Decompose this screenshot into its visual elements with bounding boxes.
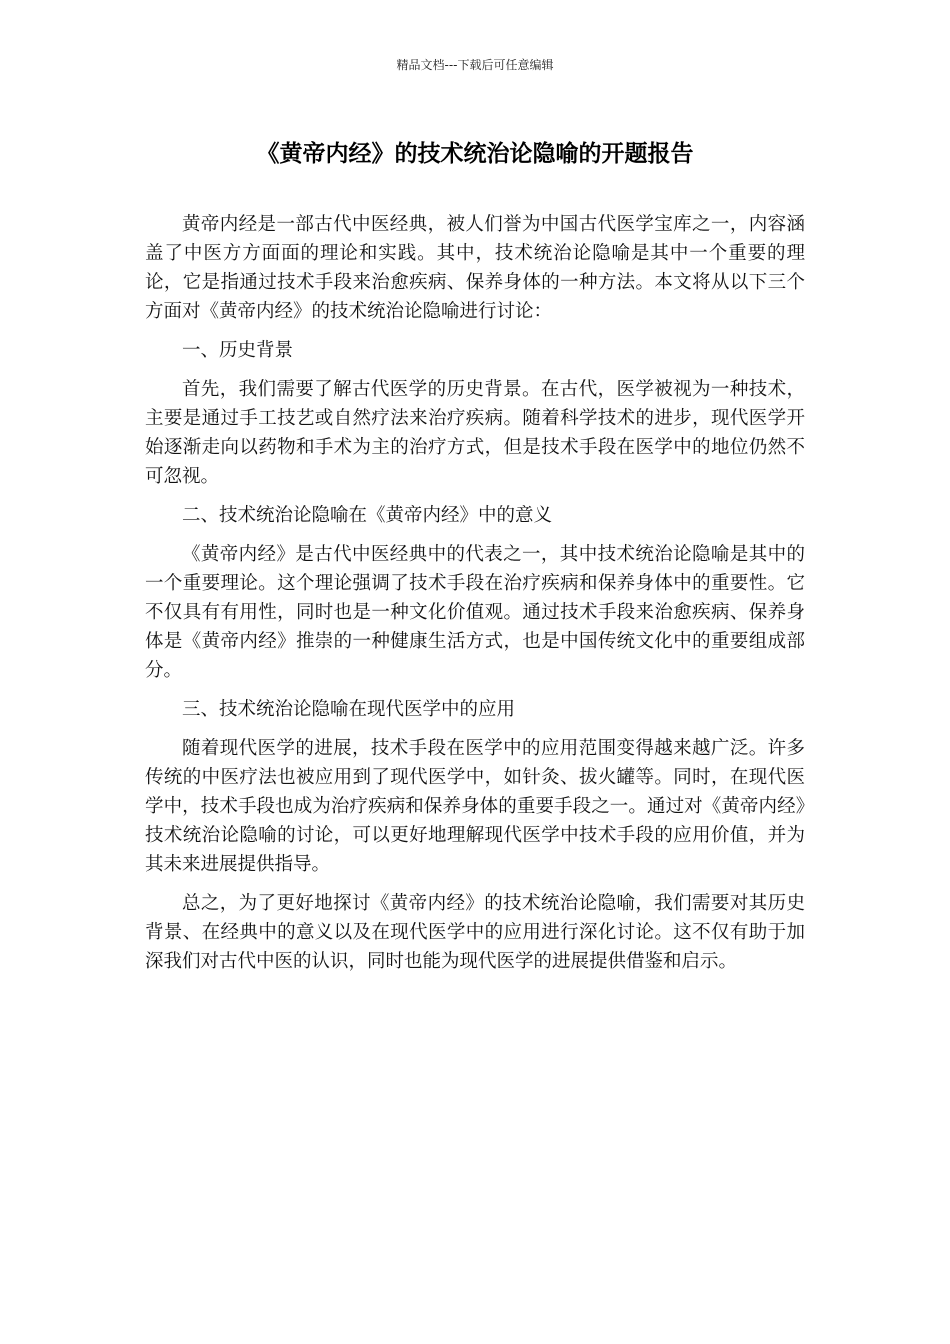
section-paragraph-meaning: 《黄帝内经》是古代中医经典中的代表之一，其中技术统治论隐喻是其中的一个重要理论。这个理论强调了技术手段在治疗疾病和保养身体中的重要性。它不仅具有有用性，同时也是一种文化价值观。通过技术手段来治愈疾病、保养身体是《黄帝内经》推崇的一种健康生活方式，也是中国传统文化中的重要组成部分。	[145, 544, 805, 681]
section-heading-history: 一、历史背景	[182, 340, 294, 361]
intro-paragraph: 黄帝内经是一部古代中医经典，被人们誉为中国古代医学宝库之一，内容涵盖了中医方方面面的理论和实践。其中，技术统治论隐喻是其中一个重要的理论，它是指通过技术手段来治愈疾病、保养身体的一种方法。本文将从以下三个方面对《黄帝内经》的技术统治论隐喻进行讨论：	[145, 214, 805, 322]
document-body	[145, 210, 805, 986]
conclusion-paragraph: 总之，为了更好地探讨《黄帝内经》的技术统治论隐喻，我们需要对其历史背景、在经典中的意义以及在现代医学中的应用进行深化讨论。这不仅有助于加深我们对古代中医的认识，同时也能为现代医学的进展提供借鉴和启示。	[145, 893, 805, 972]
section-paragraph-history: 首先，我们需要了解古代医学的历史背景。在古代，医学被视为一种技术，主要是通过手工技艺或自然疗法来治疗疾病。随着科学技术的进步，现代医学开始逐渐走向以药物和手术为主的治疗方式，但是技术手段在医学中的地位仍然不可忽视。	[145, 379, 805, 487]
header-note: 精品文档---下载后可任意编辑	[396, 58, 554, 72]
section-heading-meaning: 二、技术统治论隐喻在《黄帝内经》中的意义	[182, 505, 553, 526]
section-paragraph-application: 随着现代医学的进展，技术手段在医学中的应用范围变得越来越广泛。许多传统的中医疗法也被应用到了现代医学中，如针灸、拔火罐等。同时，在现代医学中，技术手段也成为治疗疾病和保养身体的重要手段之一。通过对《黄帝内经》技术统治论隐喻的讨论，可以更好地理解现代医学中技术手段的应用价值，并为其未来进展提供指导。	[145, 738, 805, 875]
document-title: 《黄帝内经》的技术统治论隐喻的开题报告	[256, 141, 694, 167]
section-heading-application: 三、技术统治论隐喻在现代医学中的应用	[182, 699, 516, 720]
